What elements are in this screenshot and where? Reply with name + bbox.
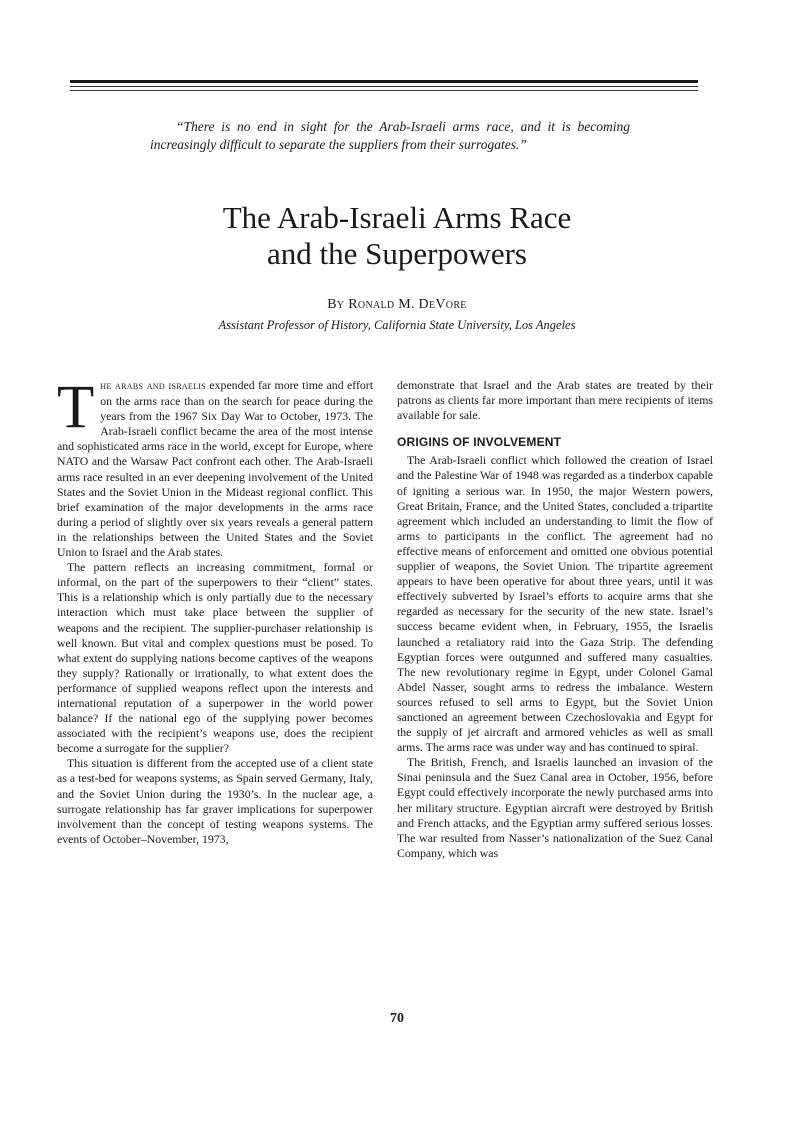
epigraph: “There is no end in sight for the Arab-Israeli arms race, and it is becoming increasingly difficult to separate the suppliers from their surrogates.” <box>150 119 630 152</box>
section-heading: ORIGINS OF INVOLVEMENT <box>397 435 562 450</box>
paragraph: The British, French, and Israelis launched an invasion of the Sinai peninsula and the Suez Canal area in October, 1956, before Egypt could effectively incorporate the newly purchased arms into her military structure. Egyptian aircraft were destroyed by British and French attacks, and the Egyptian army suffered serious losses. The war resulted from Nasser’s nationalization of the Suez Canal Company, which was <box>397 755 713 860</box>
article-title <box>60 200 734 272</box>
title-line-1: The Arab-Israeli Arms Race <box>222 200 572 235</box>
top-rule-thin-2 <box>70 90 698 91</box>
top-rule <box>70 80 698 83</box>
left-column <box>57 374 373 847</box>
title-line-2: and the Superpowers <box>267 236 527 271</box>
right-column <box>397 378 713 861</box>
byline-prefix: By <box>327 297 345 312</box>
author-name: Ronald M. DeVore <box>348 297 467 312</box>
top-rule-thin <box>70 86 698 87</box>
drop-cap: T <box>57 374 95 441</box>
lead-in: he arabs and israelis <box>100 380 206 392</box>
paragraph-text: expended far more time and effort on the arms race than on the search for peace during the years from the 1967 Six Day War to October, 1973. The Arab-Israeli conflict became the area of the most intense and sophisticated arms race in the world, except for Europe, where NATO and the Warsaw Pact confront each other. The Arab-Israeli arms race resulted in an ever deepening involvement of the United States and the Soviet Union in the Mideast regional conflict. This brief examination of the major developments in the arms race during a period of slightly over six years reveals a general pattern in the relationships between the United States and the Soviet Union to Israel and the Arab states. <box>57 378 373 560</box>
paragraph: demonstrate that Israel and the Arab states are treated by their patrons as clients far more important than mere recipients of items available for sale. <box>397 378 713 423</box>
byline <box>0 297 794 313</box>
paragraph: The Arab-Israeli conflict which followed the creation of Israel and the Palestine War of 1948 was regarded as a tinderbox capable of igniting a serious war. In 1950, the major Western powers, Great Britain, France, and the United States, concluded a tripartite agreement which included an understanding to limit the flow of arms to participants in the conflict. The agreement had no effective means of enforcement and omitted one obvious potential supplier of weapons, the Soviet Union. The tripartite agreement appears to have been operative for about three years, until it was effectively subverted by Israel’s efforts to acquire arms that she regarded as necessary for the security of the new state. Israel’s success became evident when, in February, 1955, the Israelis launched a retaliatory raid into the Gaza Strip. The defending Egyptian forces were outgunned and suffered many casualties. The new revolutionary regime in Egypt, under Colonel Gamal Abdel Nasser, sought arms to redress the imbalance. Western sources refused to sell arms to Egypt, but the Soviet Union sanctioned an agreement between Czechoslovakia and Egypt for the supply of jet aircraft and armored vehicles as well as small arms. The arms race was under way and has continued to spiral. <box>397 453 713 755</box>
paragraph: This situation is different from the accepted use of a client state as a test-bed for weapons systems, as Spain served Germany, Italy, and the Soviet Union during the 1930’s. In the nuclear age, a surrogate relationship has far graver implications for superpower involvement than the concept of testing weapons systems. The events of October–November, 1973, <box>57 756 373 846</box>
page-number: 70 <box>390 1011 404 1026</box>
author-affiliation: Assistant Professor of History, California State University, Los Angeles <box>218 318 576 332</box>
paragraph <box>57 374 373 560</box>
paragraph: The pattern reflects an increasing commitment, formal or informal, on the part of the superpowers to their “client” states. This is a relationship which is only partially due to the necessary interaction which must take place between the supplier of weapons and the recipient. The supplier-purchaser relationship is well known. But vital and complex questions must be posed. To what extent do supplying nations become captives of the weapons they supply? Rationally or irrationally, to what extent does the performance of supplied weapons reflect upon the interests and international reputation of a superpower in the world power balance? If the national ego of the supplying power becomes associated with the recipient’s weapons use, does the recipient become a surrogate for the supplier? <box>57 560 373 756</box>
